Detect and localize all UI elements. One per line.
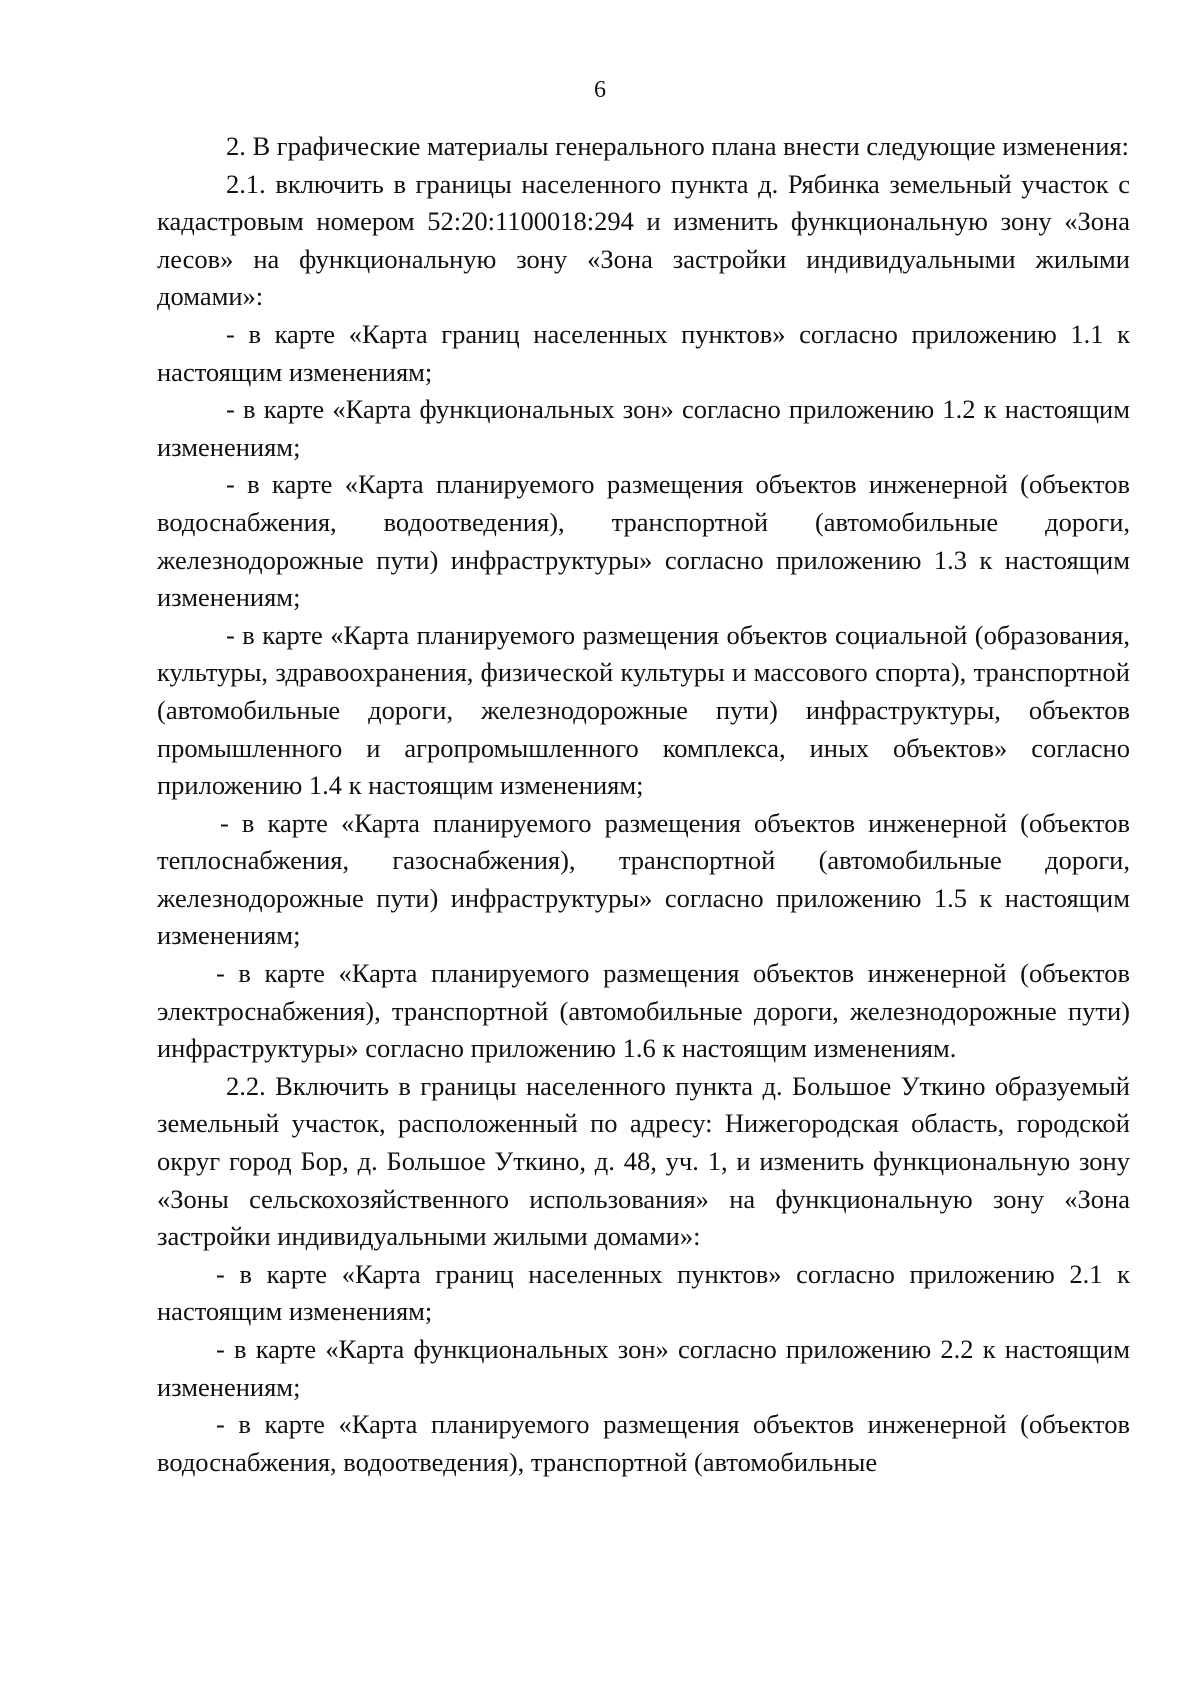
document-body [157,128,1130,1481]
list-item-map-heat-gas-1-5: - в карте «Карта планируемого размещения объектов инженерной (объектов теплоснабжения, газоснабжения), транспортной (автомобильные дороги, железнодорожные пути) инфраструктуры» согласно приложению 1.5 к настоящим изменениям; [157,807,1130,951]
list-item-map-engineering-2-3: - в карте «Карта планируемого размещения объектов инженерной (объектов водоснабжения, водоотведения), транспортной (автомобильные [157,1409,1130,1477]
list-item-map-social-1-4: - в карте «Карта планируемого размещения объектов социальной (образования, культуры, здравоохранения, физической культуры и массового спорта), транспортной (автомобильные дороги, железнодорожные пути) инфраструктуры, объектов промышленного и агропромышленного комплекса, иных объектов» согласно приложению 1.4 к настоящим изменениям; [157,619,1130,801]
paragraph-section-2: 2. В графические материалы генерального плана внести следующие изменения: [226,131,1129,161]
list-item-map-zones-1-2: - в карте «Карта функциональных зон» согласно приложению 1.2 к настоящим изменениям; [157,394,1130,462]
list-item-map-electric-1-6: - в карте «Карта планируемого размещения объектов инженерной (объектов электроснабжения), транспортной (автомобильные дороги, железнодорожные пути) инфраструктуры» согласно приложению 1.6 к настоящим изменениям. [157,958,1130,1064]
paragraph-section-2-2: 2.2. Включить в границы населенного пункта д. Большое Уткино образуемый земельный участок, расположенный по адресу: Нижегородская область, городской округ город Бор, д. Большое Уткино, д. 48, уч. 1, и изменить функциональную зону «Зоны сельскохозяйственного использования» на функциональную зону «Зона застройки индивидуальными жилыми домами»: [157,1070,1130,1252]
paragraph-section-2-1: 2.1. включить в границы населенного пункта д. Рябинка земельный участок с кадастровым номером 52:20:1100018:294 и изменить функциональную зону «Зона лесов» на функциональную зону «Зона застройки индивидуальными жилыми домами»: [157,168,1130,312]
page-number: 6 [594,77,606,103]
list-item-map-borders-2-1: - в карте «Карта границ населенных пунктов» согласно приложению 2.1 к настоящим изменениям; [157,1258,1130,1327]
list-item-map-borders-1-1: - в карте «Карта границ населенных пунктов» согласно приложению 1.1 к настоящим изменениям; [157,318,1130,387]
list-item-map-zones-2-2: - в карте «Карта функциональных зон» согласно приложению 2.2 к настоящим изменениям; [157,1334,1130,1402]
list-item-map-engineering-1-3: - в карте «Карта планируемого размещения объектов инженерной (объектов водоснабжения, водоотведения), транспортной (автомобильные дороги, железнодорожные пути) инфраструктуры» согласно приложению 1.3 к настоящим изменениям; [157,469,1130,613]
